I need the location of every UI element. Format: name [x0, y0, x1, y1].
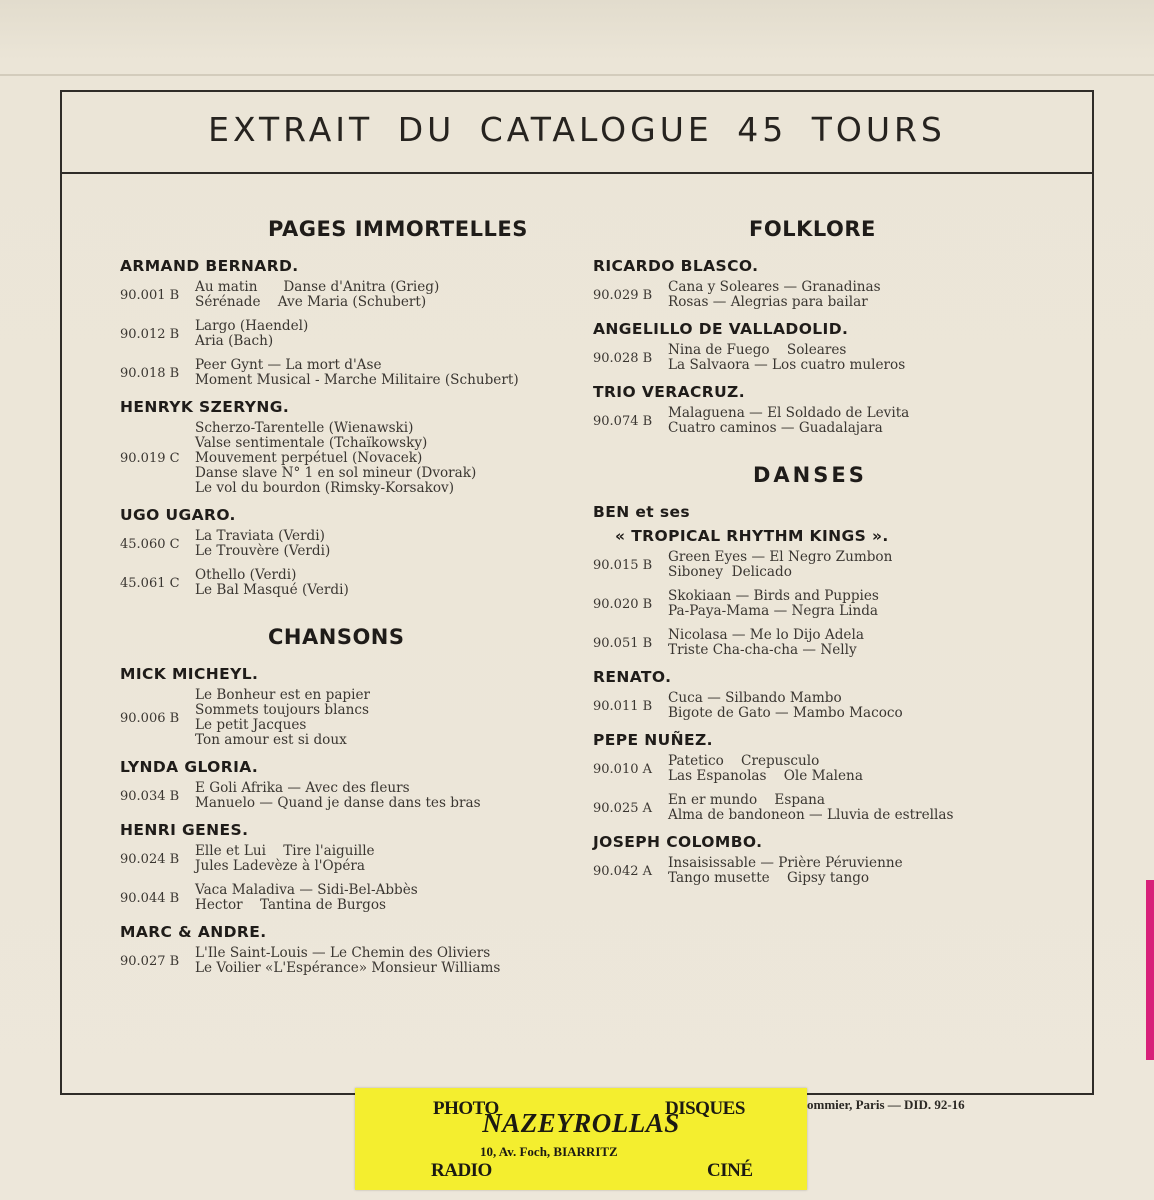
track-line: En er mundo Espana [668, 792, 825, 808]
catalog-number: 45.061 C [120, 575, 180, 591]
track-line: Alma de bandoneon — Lluvia de estrellas [668, 807, 954, 823]
track-list [195, 946, 500, 976]
track-line: Nicolasa — Me lo Dijo Adela [668, 627, 864, 643]
sticker-cine: CINÉ [707, 1160, 753, 1181]
dealer-sticker [355, 1088, 807, 1190]
track-line: Insaisissable — Prière Péruvienne [668, 855, 903, 871]
track-list [668, 280, 881, 310]
record-entry [593, 754, 1063, 784]
track-line: Au matin Danse d'Anitra (Grieg) [195, 279, 440, 295]
record-entry [120, 529, 590, 559]
catalog-number: 90.051 B [593, 635, 653, 651]
artist-name [120, 256, 590, 276]
section-heading: DANSES [753, 463, 867, 487]
record-entry [120, 946, 590, 976]
track-line: Rosas — Alegrias para bailar [668, 294, 868, 310]
record-entry [120, 883, 590, 913]
track-line: Le Bonheur est en papier [195, 687, 371, 703]
sticker-radio: RADIO [431, 1160, 492, 1181]
catalog-number: 90.034 B [120, 788, 180, 804]
catalog-number: 90.042 A [593, 863, 653, 879]
section-heading: FOLKLORE [749, 217, 876, 241]
sleeve-crease [0, 74, 1154, 76]
artist-name-text: PEPE NUÑEZ. [593, 731, 713, 749]
track-line: L'Ile Saint-Louis — Le Chemin des Oliviers [195, 945, 491, 961]
track-list [668, 589, 879, 619]
track-list [668, 550, 892, 580]
pink-edge-strip [1146, 880, 1154, 1060]
catalog-number: 90.010 A [593, 761, 653, 777]
artist-name [120, 820, 590, 840]
record-entry [120, 568, 590, 598]
catalog-number: 90.074 B [593, 413, 653, 429]
track-list [668, 856, 903, 886]
track-line: Le petit Jacques [195, 717, 307, 733]
section-heading: CHANSONS [268, 625, 405, 649]
title-divider [62, 172, 1092, 174]
track-line: Sommets toujours blancs [195, 702, 369, 718]
artist-name-text: LYNDA GLORIA. [120, 758, 259, 776]
record-entry [593, 856, 1063, 886]
artist-name [593, 319, 1063, 339]
track-list [195, 568, 349, 598]
record-entry [593, 550, 1063, 580]
track-line: Aria (Bach) [195, 333, 274, 349]
catalog-number: 90.024 B [120, 851, 180, 867]
sticker-address: 10, Av. Foch, BIARRITZ [480, 1144, 618, 1159]
catalog-number: 90.012 B [120, 326, 180, 342]
track-line: Largo (Haendel) [195, 318, 309, 334]
catalog-number: 90.027 B [120, 953, 180, 969]
track-list [195, 280, 439, 310]
track-line: Malaguena — El Soldado de Levita [668, 405, 910, 421]
record-entry [120, 688, 590, 748]
artist-name [120, 664, 590, 684]
artist-name-text: HENRYK SZERYNG. [120, 398, 290, 416]
track-list [195, 781, 481, 811]
catalog-number: 90.020 B [593, 596, 653, 612]
record-entry [593, 343, 1063, 373]
artist-name-text: RICARDO BLASCO. [593, 257, 759, 275]
catalog-number: 45.060 C [120, 536, 180, 552]
track-line: Skokiaan — Birds and Puppies [668, 588, 879, 604]
track-line: Green Eyes — El Negro Zumbon [668, 549, 893, 565]
track-list [668, 793, 953, 823]
track-line: Hector Tantina de Burgos [195, 897, 386, 913]
left-column [120, 216, 590, 985]
sticker-photo: PHOTO [433, 1098, 499, 1119]
artist-name-text: MARC & ANDRE. [120, 923, 267, 941]
catalog-number: 90.029 B [593, 287, 653, 303]
catalog-number: 90.006 B [120, 710, 180, 726]
artist-name [120, 757, 590, 777]
record-entry [593, 793, 1063, 823]
track-line: Manuelo — Quand je danse dans tes bras [195, 795, 481, 811]
track-line: Mouvement perpétuel (Novacek) [195, 450, 423, 466]
catalog-number: 90.015 B [593, 557, 653, 573]
track-line: Elle et Lui Tire l'aiguille [195, 843, 375, 859]
track-line: Sérénade Ave Maria (Schubert) [195, 294, 427, 310]
artist-subname: « TROPICAL RHYTHM KINGS ». [615, 527, 889, 545]
track-line: La Salvaora — Los cuatro muleros [668, 357, 906, 373]
track-line: Cuatro caminos — Guadalajara [668, 420, 883, 436]
track-list [195, 421, 476, 496]
track-list [195, 883, 418, 913]
track-line: Bigote de Gato — Mambo Macoco [668, 705, 903, 721]
track-line: Othello (Verdi) [195, 567, 297, 583]
record-entry [593, 628, 1063, 658]
artist-name-text: JOSEPH COLOMBO. [593, 833, 763, 851]
record-entry [120, 421, 590, 496]
track-line: Moment Musical - Marche Militaire (Schubert) [195, 372, 519, 388]
track-line: Pa-Paya-Mama — Negra Linda [668, 603, 879, 619]
catalog-number: 90.025 A [593, 800, 653, 816]
track-list [668, 754, 863, 784]
track-line: Nina de Fuego Soleares [668, 342, 847, 358]
record-entry [593, 691, 1063, 721]
track-line: Cana y Soleares — Granadinas [668, 279, 881, 295]
track-line: Triste Cha-cha-cha — Nelly [668, 642, 857, 658]
printer-credit: ommier, Paris — DID. 92-16 [807, 1097, 965, 1112]
sticker-brand: NAZEYROLLAS [482, 1108, 680, 1138]
artist-name-text: MICK MICHEYL. [120, 665, 259, 683]
track-list [668, 406, 909, 436]
catalog-number: 90.019 C [120, 451, 180, 466]
artist-name [593, 256, 1063, 276]
track-line: Patetico Crepusculo [668, 753, 820, 769]
track-list [195, 844, 375, 874]
track-list [195, 688, 370, 748]
artist-name-text: TRIO VERACRUZ. [593, 383, 745, 401]
track-line: Vaca Maladiva — Sidi-Bel-Abbès [195, 882, 418, 898]
record-entry [120, 280, 590, 310]
artist-name-text: ARMAND BERNARD. [120, 257, 299, 275]
artist-name-text: BEN et ses [593, 503, 691, 521]
artist-name [120, 505, 590, 525]
track-list [195, 319, 308, 349]
artist-name [120, 922, 590, 942]
track-list [668, 343, 905, 373]
artist-name-text: ANGELILLO DE VALLADOLID. [593, 320, 849, 338]
artist-name [593, 832, 1063, 852]
track-line: Valse sentimentale (Tchaïkowsky) [195, 435, 428, 451]
track-line: Le Bal Masqué (Verdi) [195, 582, 349, 598]
track-line: Cuca — Silbando Mambo [668, 690, 842, 706]
track-list [195, 529, 330, 559]
artist-name [593, 502, 1063, 546]
artist-name-text: RENATO. [593, 668, 672, 686]
artist-name [593, 382, 1063, 402]
catalog-number: 90.018 B [120, 365, 180, 381]
track-list [668, 691, 903, 721]
track-line: Las Espanolas Ole Malena [668, 768, 863, 784]
track-line: Le Voilier «L'Espérance» Monsieur Williams [195, 960, 501, 976]
track-list [668, 628, 864, 658]
record-entry [120, 781, 590, 811]
record-entry [593, 589, 1063, 619]
track-line: Danse slave N° 1 en sol mineur (Dvorak) [195, 465, 477, 481]
track-line: Peer Gynt — La mort d'Ase [195, 357, 382, 373]
artist-name-text: HENRI GENES. [120, 821, 249, 839]
record-entry [120, 358, 590, 388]
record-entry [593, 406, 1063, 436]
track-line: Jules Ladevèze à l'Opéra [195, 858, 366, 874]
catalog-number: 90.001 B [120, 287, 180, 303]
artist-name [593, 667, 1063, 687]
catalog-number: 90.028 B [593, 350, 653, 366]
catalog-number: 90.011 B [593, 698, 653, 714]
track-line: La Traviata (Verdi) [195, 528, 325, 544]
track-line: E Goli Afrika — Avec des fleurs [195, 780, 410, 796]
section-heading: PAGES IMMORTELLES [268, 217, 528, 241]
right-column [593, 216, 1063, 895]
track-line: Siboney Delicado [668, 564, 792, 580]
artist-name-text: UGO UGARO. [120, 506, 236, 524]
record-entry [593, 280, 1063, 310]
sticker-disques: DISQUES [665, 1098, 745, 1119]
record-entry [120, 844, 590, 874]
record-entry [120, 319, 590, 349]
artist-name [120, 397, 590, 417]
catalog-title: EXTRAIT DU CATALOGUE 45 TOURS [208, 110, 946, 149]
track-line: Ton amour est si doux [195, 732, 347, 748]
track-list [195, 358, 519, 388]
track-line: Tango musette Gipsy tango [668, 870, 870, 886]
track-line: Le Trouvère (Verdi) [195, 543, 331, 559]
artist-name [593, 730, 1063, 750]
track-line: Le vol du bourdon (Rimsky-Korsakov) [195, 480, 455, 496]
catalog-number: 90.044 B [120, 890, 180, 906]
track-line: Scherzo-Tarentelle (Wienawski) [195, 420, 414, 436]
